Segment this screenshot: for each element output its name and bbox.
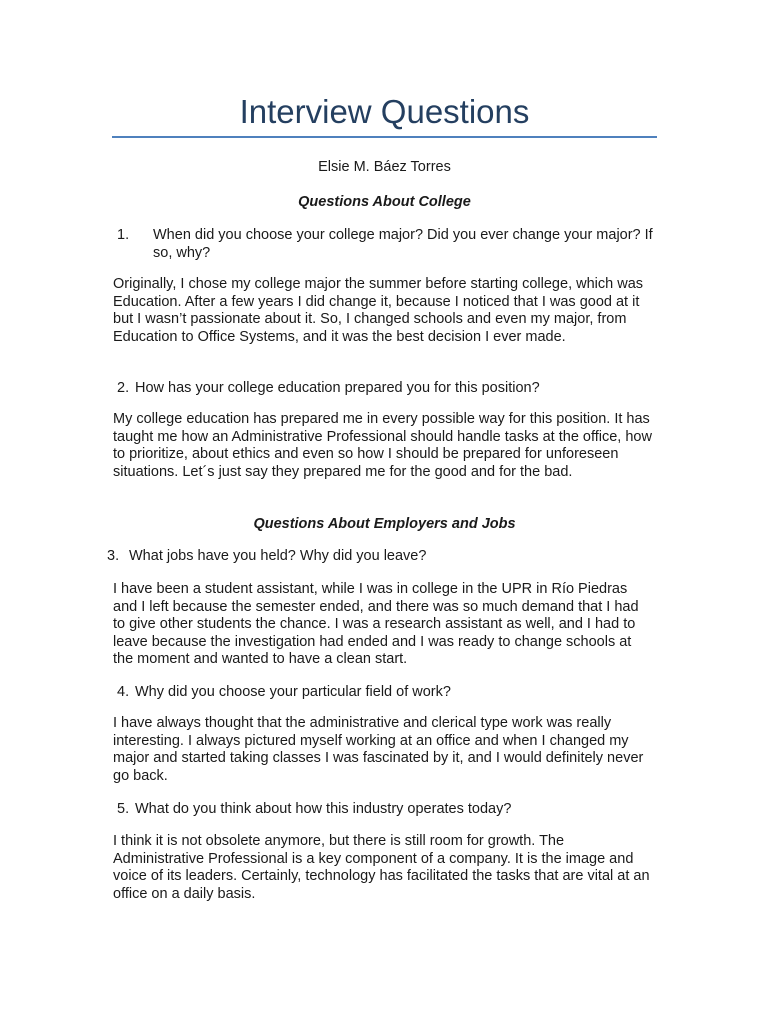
answer-2: My college education has prepared me in every possible way for this position. It has taught me how an Administrative Professional should handle tasks at the office, how to prioritize, about ethics and even so how I should be prepared for unforeseen situations. Let´s just say they prepared me for the good and for the bad.	[113, 411, 652, 480]
question-number: 2.	[117, 380, 130, 396]
question-3	[107, 548, 652, 566]
question-2	[117, 380, 652, 398]
question-number: 4.	[117, 684, 130, 700]
answer-4: I have always thought that the administrative and clerical type work was really interesting. I always pictured myself working at an office and when I changed my major and started taking classes I was fascinated by it, and I would definitely never go back.	[113, 715, 644, 784]
question-5	[117, 801, 652, 819]
section-heading-employers: Questions About Employers and Jobs	[253, 516, 516, 532]
question-text: When did you choose your college major? Did you ever change your major? If so, why?	[153, 227, 653, 261]
question-text: What do you think about how this industry operates today?	[135, 801, 512, 817]
question-4	[117, 684, 652, 702]
answer-5: I think it is not obsolete anymore, but there is still room for growth. The Administrative Professional is a key component of a company. It is the image and voice of its leaders. Certainly, technology has facilitated the tasks that are vital at an office on a daily basis.	[113, 833, 650, 902]
author-name: Elsie M. Báez Torres	[318, 159, 451, 175]
section-heading-college: Questions About College	[298, 194, 471, 210]
question-text: How has your college education prepared you for this position?	[135, 380, 540, 396]
question-text: What jobs have you held? Why did you leave?	[129, 548, 427, 564]
title-underline	[112, 136, 657, 138]
answer-1: Originally, I chose my college major the summer before starting college, which was Education. After a few years I did change it, because I noticed that I was good at it but I wasn’t passionate about it. So, I changed schools and even my major, from Education to Office Systems, and it was the best decision I ever made.	[113, 276, 644, 345]
question-number: 1.	[117, 227, 130, 243]
answer-3: I have been a student assistant, while I was in college in the UPR in Río Piedras and I left because the semester ended, and there was so much demand that I had to give other students the chance. I was a research assistant as well, and I had to leave because the investigation had ended and I was ready to change schools at the moment and wanted to have a clean start.	[113, 581, 639, 668]
question-1	[117, 227, 652, 262]
question-number: 5.	[117, 801, 130, 817]
document-title: Interview Questions	[239, 93, 530, 130]
question-number: 3.	[107, 548, 120, 564]
question-text: Why did you choose your particular field of work?	[135, 684, 451, 700]
